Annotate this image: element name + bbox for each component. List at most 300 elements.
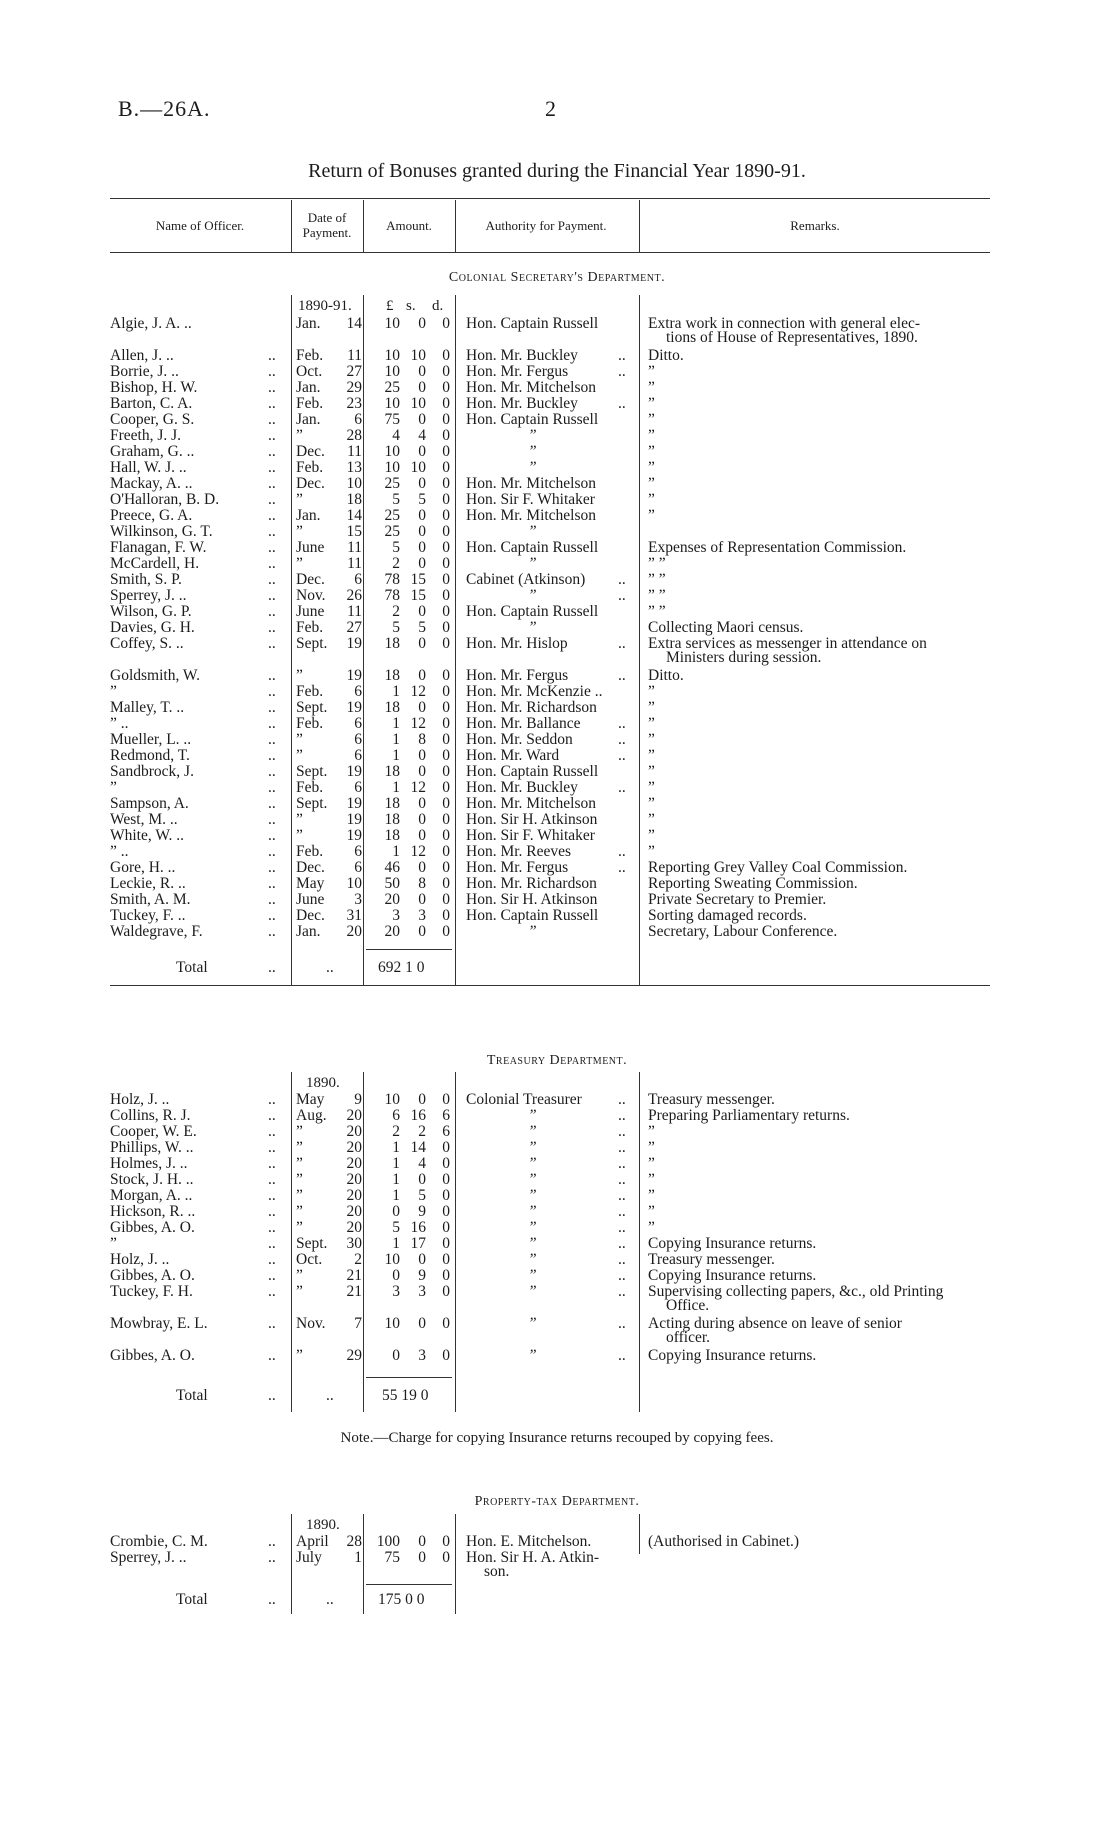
colonial-row: [0, 508, 1114, 524]
leader-dots: ..: [268, 1203, 276, 1220]
authority: ”: [528, 1283, 537, 1300]
authority: Hon. Mr. Ballance: [466, 715, 581, 732]
leader-dots: ..: [268, 539, 276, 556]
authority: Hon. Mr. Fergus: [466, 363, 569, 380]
authority: ”: [528, 1315, 537, 1332]
leader-dots: ..: [268, 603, 276, 620]
amount-shillings: 0: [418, 539, 426, 556]
amount-pence: 0: [442, 587, 450, 604]
amount-pence: 0: [442, 1091, 450, 1108]
officer-name: Borrie, J. ..: [110, 363, 179, 380]
authority-dots: ..: [618, 1187, 626, 1204]
amount-pence: 6: [442, 1123, 450, 1140]
payment-day: 19: [346, 699, 362, 716]
amount-pounds: 1: [392, 1235, 400, 1252]
officer-name: Gibbes, A. O.: [110, 1267, 195, 1284]
remarks: ”: [648, 491, 655, 508]
authority: ”: [528, 1123, 537, 1140]
officer-name: O'Halloran, B. D.: [110, 491, 220, 508]
authority-dots: ..: [618, 667, 626, 684]
col-head-authority: Authority for Payment.: [485, 218, 607, 233]
authority: Hon. Mr. McKenzie ..: [466, 683, 603, 700]
leader-dots: ..: [268, 843, 276, 860]
remarks: Reporting Sweating Commission.: [648, 875, 858, 892]
col-sep-amount: [363, 200, 364, 252]
amount-pence: 0: [442, 779, 450, 796]
remarks: ”: [648, 427, 655, 444]
officer-name: Freeth, J. J.: [110, 427, 182, 444]
officer-name: Hickson, R. ..: [110, 1203, 196, 1220]
amount-shillings: 4: [418, 1155, 426, 1172]
amount-pounds: 2: [392, 1123, 400, 1140]
treasury-row: [0, 1156, 1114, 1172]
amount-pounds: 18: [384, 699, 400, 716]
amount-pounds: 3: [392, 907, 400, 924]
authority: ”: [528, 1155, 537, 1172]
amount-shillings: 15: [410, 587, 426, 604]
remarks: Treasury messenger.: [648, 1091, 775, 1108]
amount-pence: 0: [442, 843, 450, 860]
payment-day: 29: [346, 379, 362, 396]
amount-shillings: 0: [418, 891, 426, 908]
payment-day: 6: [354, 683, 362, 700]
treasury-row: [0, 1108, 1114, 1124]
colonial-total-dots: ..: [268, 959, 276, 976]
currency-shilling: s.: [406, 298, 416, 314]
payment-month: Jan.: [296, 315, 321, 332]
colonial-row: [0, 492, 1114, 508]
authority-dots: ..: [618, 363, 626, 380]
payment-day: 6: [354, 747, 362, 764]
officer-name: Collins, R. J.: [110, 1107, 191, 1124]
amount-shillings: 0: [418, 443, 426, 460]
authority: Colonial Treasurer: [466, 1091, 582, 1108]
officer-name: Sperrey, J. ..: [110, 587, 187, 604]
leader-dots: ..: [268, 1347, 276, 1364]
authority: ”: [528, 1107, 537, 1124]
remarks: ”: [648, 1187, 655, 1204]
leader-dots: ..: [268, 1155, 276, 1172]
amount-shillings: 12: [410, 683, 426, 700]
authority-dots: ..: [618, 1203, 626, 1220]
authority-dots: ..: [618, 1315, 626, 1332]
payment-month: ”: [296, 1219, 303, 1236]
colonial-row: [0, 732, 1114, 748]
remarks: ” ”: [648, 587, 666, 604]
payment-day: 23: [346, 395, 362, 412]
remarks: Extra services as messenger in attendance on: [648, 635, 927, 652]
col-sep-date: [291, 200, 292, 252]
officer-name: ”: [110, 1235, 117, 1252]
officer-name: Gibbes, A. O.: [110, 1347, 195, 1364]
payment-day: 19: [346, 811, 362, 828]
amount-pence: 0: [442, 699, 450, 716]
remarks: ”: [648, 731, 655, 748]
amount-pounds: 78: [384, 571, 400, 588]
payment-month: Dec.: [296, 443, 325, 460]
amount-pounds: 100: [376, 1533, 400, 1550]
remarks: Copying Insurance returns.: [648, 1267, 817, 1284]
treasury-col-rule-date: [291, 1072, 292, 1412]
currency-pence: d.: [432, 298, 444, 314]
authority: ”: [528, 1219, 537, 1236]
amount-shillings: 10: [410, 347, 426, 364]
colonial-row: [0, 540, 1114, 556]
amount-shillings: 0: [418, 923, 426, 940]
amount-shillings: 9: [418, 1203, 426, 1220]
document-title: Return of Bonuses granted during the Financial Year 1890-91.: [308, 160, 806, 182]
amount-pounds: 0: [392, 1203, 400, 1220]
amount-pounds: 10: [384, 443, 400, 460]
payment-month: May: [296, 875, 325, 892]
payment-day: 11: [347, 539, 362, 556]
amount-pence: 0: [442, 1155, 450, 1172]
payment-month: Sept.: [296, 763, 328, 780]
remarks: Ditto.: [648, 667, 684, 684]
treasury-row: [0, 1188, 1114, 1204]
treasury-col-rule-remarks: [639, 1072, 640, 1412]
authority: Hon. Captain Russell: [466, 763, 599, 780]
officer-name: Allen, J. ..: [110, 347, 174, 364]
amount-pence: 0: [442, 459, 450, 476]
officer-name: White, W. ..: [110, 827, 185, 844]
amount-pence: 0: [442, 411, 450, 428]
leader-dots: ..: [268, 1251, 276, 1268]
payment-month: Feb.: [296, 779, 324, 796]
payment-day: 26: [346, 587, 362, 604]
colonial-col-rule-date: [291, 295, 292, 985]
officer-name: West, M. ..: [110, 811, 178, 828]
leader-dots: ..: [268, 1139, 276, 1156]
officer-name: Leckie, R. ..: [110, 875, 186, 892]
authority: Hon. Captain Russell: [466, 411, 599, 428]
payment-month: Dec.: [296, 859, 325, 876]
amount-pence: 0: [442, 507, 450, 524]
remarks: ”: [648, 1139, 655, 1156]
remarks: Copying Insurance returns.: [648, 1347, 817, 1364]
amount-pounds: 10: [384, 395, 400, 412]
treasury-total-date: ..: [326, 1387, 334, 1404]
authority: Hon. Mr. Ward: [466, 747, 560, 764]
officer-name: ”: [110, 779, 117, 796]
payment-day: 3: [354, 891, 362, 908]
authority: Cabinet (Atkinson): [466, 571, 586, 588]
amount-pounds: 5: [392, 619, 400, 636]
amount-pence: 0: [442, 619, 450, 636]
amount-pounds: 18: [384, 827, 400, 844]
amount-pence: 0: [442, 923, 450, 940]
amount-pounds: 50: [384, 875, 400, 892]
colonial-row: [0, 524, 1114, 540]
colonial-row: [0, 828, 1114, 844]
authority: Hon. Mr. Mitchelson: [466, 507, 597, 524]
amount-pounds: 25: [384, 475, 400, 492]
colonial-row: [0, 556, 1114, 572]
treasury-row: [0, 1348, 1114, 1364]
payment-day: 29: [346, 1347, 362, 1364]
amount-pence: 0: [442, 795, 450, 812]
payment-month: Sept.: [296, 635, 328, 652]
amount-pence: 0: [442, 827, 450, 844]
authority: Hon. Mr. Mitchelson: [466, 475, 597, 492]
authority: ”: [528, 1235, 537, 1252]
payment-month: ”: [296, 1267, 303, 1284]
payment-day: 11: [347, 443, 362, 460]
authority: ”: [528, 1171, 537, 1188]
payment-day: 14: [346, 507, 362, 524]
remarks: ”: [648, 1203, 655, 1220]
authority: ”: [528, 1203, 537, 1220]
amount-shillings: 0: [418, 555, 426, 572]
leader-dots: ..: [268, 379, 276, 396]
currency-pound: £: [386, 298, 394, 314]
leader-dots: ..: [268, 1187, 276, 1204]
colonial-row: [0, 428, 1114, 444]
payment-day: 19: [346, 635, 362, 652]
treasury-row: [0, 1252, 1114, 1268]
remarks: ”: [648, 1123, 655, 1140]
payment-day: 19: [346, 827, 362, 844]
leader-dots: ..: [268, 923, 276, 940]
amount-shillings: 0: [418, 859, 426, 876]
leader-dots: ..: [268, 875, 276, 892]
colonial-row: [0, 572, 1114, 588]
amount-pounds: 1: [392, 731, 400, 748]
payment-month: ”: [296, 523, 303, 540]
colonial-year: 1890-91.: [298, 298, 352, 314]
colonial-bottom-rule: [110, 985, 990, 986]
colonial-total-amount: 692 1 0: [378, 959, 425, 976]
officer-name: Redmond, T.: [110, 747, 190, 764]
authority: Hon. Captain Russell: [466, 603, 599, 620]
authority-dots: ..: [618, 1235, 626, 1252]
officer-name: Mowbray, E. L.: [110, 1315, 208, 1332]
amount-shillings: 0: [418, 475, 426, 492]
payment-month: ”: [296, 427, 303, 444]
colonial-row: [0, 476, 1114, 492]
remarks: Preparing Parliamentary returns.: [648, 1107, 850, 1124]
colonial-total-rule: [366, 949, 452, 950]
remarks: Collecting Maori census.: [648, 619, 804, 636]
payment-month: ”: [296, 1203, 303, 1220]
authority-dots: ..: [618, 1155, 626, 1172]
payment-day: 6: [354, 859, 362, 876]
payment-day: 19: [346, 795, 362, 812]
payment-month: May: [296, 1091, 325, 1108]
payment-month: ”: [296, 667, 303, 684]
amount-shillings: 5: [418, 491, 426, 508]
authority: ”: [528, 1139, 537, 1156]
amount-shillings: 0: [418, 507, 426, 524]
leader-dots: ..: [268, 811, 276, 828]
colonial-row: [0, 924, 1114, 940]
amount-shillings: 0: [418, 1091, 426, 1108]
amount-pence: 0: [442, 1347, 450, 1364]
amount-pounds: 1: [392, 779, 400, 796]
officer-name: Hall, W. J. ..: [110, 459, 187, 476]
authority-dots: ..: [618, 859, 626, 876]
authority-dots: ..: [618, 747, 626, 764]
col-sep-authority: [455, 200, 456, 252]
property-tax-total-date: ..: [326, 1591, 334, 1608]
authority-dots: ..: [618, 1347, 626, 1364]
authority-dots: ..: [618, 1107, 626, 1124]
amount-shillings: 0: [418, 1549, 426, 1566]
payment-month: Jan.: [296, 411, 321, 428]
amount-pence: 0: [442, 475, 450, 492]
treasury-total-dots: ..: [268, 1387, 276, 1404]
colonial-row: [0, 876, 1114, 892]
payment-day: 20: [346, 1171, 362, 1188]
amount-shillings: 0: [418, 411, 426, 428]
authority-dots: ..: [618, 635, 626, 652]
payment-day: 11: [347, 347, 362, 364]
amount-pence: 0: [442, 571, 450, 588]
leader-dots: ..: [268, 619, 276, 636]
payment-month: ”: [296, 491, 303, 508]
payment-day: 18: [346, 491, 362, 508]
property-tax-row: [0, 1534, 1114, 1550]
payment-day: 19: [346, 763, 362, 780]
amount-pounds: 18: [384, 635, 400, 652]
authority: ”: [528, 443, 537, 460]
property-tax-total-rule: [366, 1584, 452, 1585]
amount-pounds: 6: [392, 1107, 400, 1124]
authority-dots: ..: [618, 843, 626, 860]
authority: Hon. Mr. Buckley: [466, 779, 578, 796]
amount-shillings: 0: [418, 795, 426, 812]
amount-shillings: 3: [418, 907, 426, 924]
payment-day: 20: [346, 1107, 362, 1124]
payment-month: ”: [296, 1347, 303, 1364]
officer-name: Mackay, A. ..: [110, 475, 193, 492]
amount-pounds: 10: [384, 347, 400, 364]
amount-pounds: 1: [392, 843, 400, 860]
leader-dots: ..: [268, 427, 276, 444]
payment-month: April: [296, 1533, 329, 1550]
colonial-row: [0, 860, 1114, 876]
amount-pence: 0: [442, 539, 450, 556]
authority: Hon. Mr. Richardson: [466, 875, 597, 892]
amount-shillings: 0: [418, 635, 426, 652]
payment-month: Jan.: [296, 923, 321, 940]
amount-pounds: 4: [392, 427, 400, 444]
remarks: ”: [648, 1171, 655, 1188]
colonial-row: [0, 620, 1114, 636]
officer-name: Goldsmith, W.: [110, 667, 201, 684]
authority-dots: ..: [618, 395, 626, 412]
amount-pounds: 78: [384, 587, 400, 604]
officer-name: Sperrey, J. ..: [110, 1549, 187, 1566]
colonial-total-label: Total: [176, 959, 208, 976]
amount-pounds: 1: [392, 683, 400, 700]
amount-pounds: 0: [392, 1347, 400, 1364]
colonial-row: [0, 892, 1114, 908]
payment-day: 28: [346, 427, 362, 444]
remarks: ” ”: [648, 555, 666, 572]
amount-pounds: 10: [384, 1091, 400, 1108]
authority-dots: ..: [618, 731, 626, 748]
leader-dots: ..: [268, 635, 276, 652]
amount-shillings: 16: [410, 1219, 426, 1236]
amount-pence: 0: [442, 891, 450, 908]
leader-dots: ..: [268, 715, 276, 732]
authority-dots: ..: [618, 779, 626, 796]
amount-pounds: 2: [392, 603, 400, 620]
leader-dots: ..: [268, 1267, 276, 1284]
amount-pounds: 18: [384, 795, 400, 812]
colonial-row: [0, 460, 1114, 476]
officer-name: Cooper, W. E.: [110, 1123, 197, 1140]
property-tax-row-continuation: [0, 1564, 1114, 1580]
colonial-row: [0, 588, 1114, 604]
amount-shillings: 12: [410, 715, 426, 732]
remarks: ”: [648, 443, 655, 460]
amount-shillings: 5: [418, 619, 426, 636]
amount-pounds: 25: [384, 523, 400, 540]
amount-shillings: 0: [418, 811, 426, 828]
amount-pence: 0: [442, 347, 450, 364]
amount-pence: 0: [442, 1203, 450, 1220]
payment-month: ”: [296, 747, 303, 764]
amount-pounds: 75: [384, 411, 400, 428]
property-col-rule-remarks: [639, 1514, 640, 1554]
authority: Hon. Mr. Richardson: [466, 699, 597, 716]
payment-month: Feb.: [296, 395, 324, 412]
leader-dots: ..: [268, 491, 276, 508]
officer-name: Crombie, C. M.: [110, 1533, 208, 1550]
property-col-rule-date: [291, 1514, 292, 1614]
payment-day: 6: [354, 715, 362, 732]
amount-pence: 0: [442, 731, 450, 748]
payment-day: 27: [346, 363, 362, 380]
amount-pounds: 0: [392, 1267, 400, 1284]
leader-dots: ..: [268, 587, 276, 604]
colonial-total-row: [0, 960, 1114, 976]
amount-pounds: 18: [384, 763, 400, 780]
payment-month: ”: [296, 811, 303, 828]
amount-pounds: 18: [384, 667, 400, 684]
payment-month: July: [296, 1549, 322, 1566]
payment-month: Oct.: [296, 363, 323, 380]
treasury-row: [0, 1124, 1114, 1140]
officer-name: Barton, C. A.: [110, 395, 193, 412]
remarks-continuation: officer.: [666, 1329, 711, 1346]
remarks: ”: [648, 507, 655, 524]
property-col-rule-authority: [455, 1514, 456, 1614]
colonial-row: [0, 700, 1114, 716]
payment-month: Dec.: [296, 907, 325, 924]
amount-shillings: 0: [418, 1251, 426, 1268]
authority: ”: [528, 427, 537, 444]
amount-shillings: 0: [418, 667, 426, 684]
remarks: ”: [648, 395, 655, 412]
amount-pounds: 20: [384, 923, 400, 940]
amount-shillings: 3: [418, 1347, 426, 1364]
remarks: ” ”: [648, 571, 666, 588]
treasury-total-amount: 55 19 0: [382, 1387, 429, 1404]
authority: Hon. Mr. Buckley: [466, 395, 578, 412]
officer-name: Holz, J. ..: [110, 1091, 170, 1108]
amount-shillings: 0: [418, 747, 426, 764]
colonial-row: [0, 396, 1114, 412]
authority: ”: [528, 555, 537, 572]
remarks: Supervising collecting papers, &c., old Printing: [648, 1283, 944, 1300]
amount-shillings: 8: [418, 731, 426, 748]
officer-name: Holmes, J. ..: [110, 1155, 188, 1172]
amount-pounds: 5: [392, 1219, 400, 1236]
authority-dots: ..: [618, 347, 626, 364]
